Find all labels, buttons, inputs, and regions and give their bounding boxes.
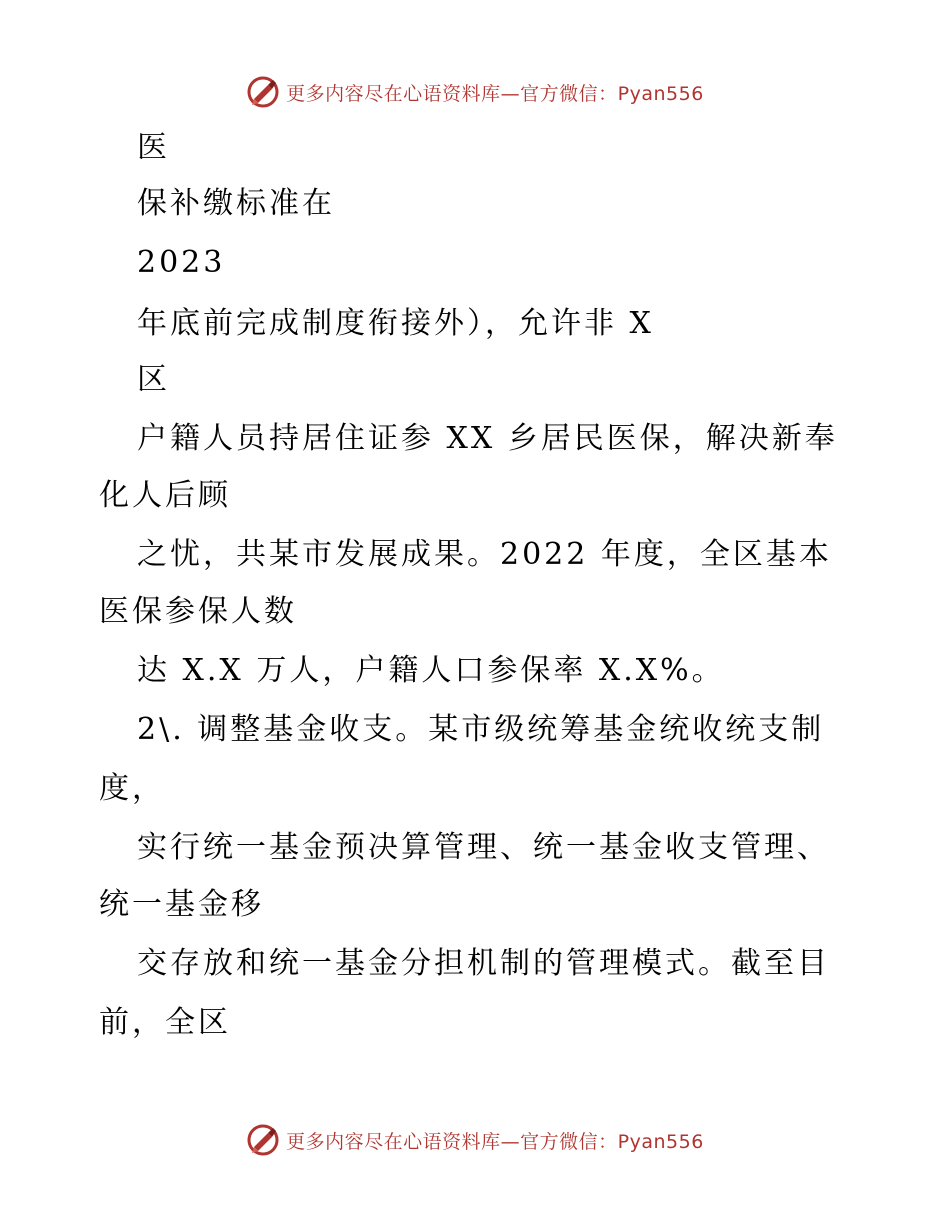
text-line-12: 度， [99, 771, 165, 806]
page-header [0, 72, 950, 112]
text-line-3: 2023 [137, 245, 226, 280]
pen-logo-icon [246, 75, 280, 109]
footer-banner [246, 1123, 704, 1157]
text-line-11: 2\. 调整基金收支。某市级统筹基金统收统支制 [137, 712, 825, 747]
text-line-15: 交存放和统一基金分担机制的管理模式。截至目 [137, 946, 830, 981]
text-line-5: 区 [137, 362, 170, 397]
pen-logo-icon [246, 1123, 280, 1157]
header-banner-label: 更多内容尽在心语资料库—官方微信： [286, 82, 618, 105]
text-line-14: 统一基金移 [99, 887, 264, 922]
text-line-2: 保补缴标准在 [137, 186, 335, 221]
text-line-16: 前，全区 [99, 1005, 231, 1040]
footer-wechat-id: Pyan556 [617, 1130, 704, 1153]
page-footer [0, 1120, 950, 1160]
header-banner-text [286, 79, 704, 106]
footer-banner-label: 更多内容尽在心语资料库—官方微信： [286, 1130, 618, 1153]
text-line-4: 年底前完成制度衔接外），允许非 X [137, 306, 654, 341]
text-line-1: 医 [137, 130, 170, 165]
footer-banner-text [286, 1127, 704, 1154]
text-line-10: 达 X.X 万人，户籍人口参保率 X.X%。 [137, 653, 725, 688]
text-line-7: 化人后顾 [99, 478, 231, 513]
text-line-9: 医保参保人数 [99, 594, 297, 629]
header-wechat-id: Pyan556 [617, 82, 704, 105]
text-line-8: 之忧，共某市发展成果。2022 年度，全区基本 [137, 537, 832, 572]
header-banner [246, 75, 704, 109]
text-line-6: 户籍人员持居住证参 XX 乡居民医保，解决新奉 [137, 421, 838, 456]
text-line-13: 实行统一基金预决算管理、统一基金收支管理、 [137, 830, 830, 865]
